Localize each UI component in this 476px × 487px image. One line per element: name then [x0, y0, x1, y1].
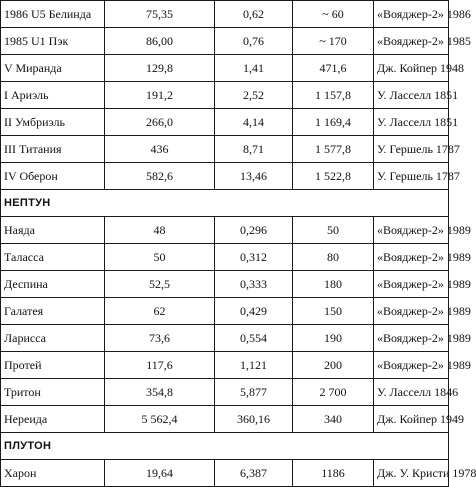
- discovery-info: «Вояджер-2» 1989: [374, 325, 449, 352]
- discovery-info: У. Ласселл 1851: [374, 109, 449, 136]
- discovery-info: «Вояджер-2» 1989: [374, 298, 449, 325]
- table-row: [1, 379, 449, 406]
- orbit-distance: 129,8: [105, 55, 215, 82]
- orbital-period: 2,52: [215, 82, 293, 109]
- table-row: [1, 136, 449, 163]
- moon-size: 1186: [293, 460, 374, 487]
- moon-size: 2 700: [293, 379, 374, 406]
- table-row: [1, 55, 449, 82]
- discovery-info: «Вояджер-2» 1989: [374, 352, 449, 379]
- orbit-distance: 48: [105, 217, 215, 244]
- table-row: [1, 28, 449, 55]
- moon-name: Таласса: [1, 244, 105, 271]
- moon-size: 80: [293, 244, 374, 271]
- discovery-info: У. Гершель 1787: [374, 136, 449, 163]
- orbit-distance: 50: [105, 244, 215, 271]
- discovery-info: «Вояджер-2» 1989: [374, 244, 449, 271]
- moon-size: ~ 60: [293, 1, 374, 28]
- satellites-table-body: [1, 1, 476, 487]
- moon-name: I Ариэль: [1, 82, 105, 109]
- orbit-distance: 354,8: [105, 379, 215, 406]
- orbit-distance: 86,00: [105, 28, 215, 55]
- moon-size: 50: [293, 217, 374, 244]
- orbital-period: 0,429: [215, 298, 293, 325]
- table-row: [1, 217, 449, 244]
- table-row: [1, 298, 449, 325]
- orbit-distance: 73,6: [105, 325, 215, 352]
- moon-size: 1 577,8: [293, 136, 374, 163]
- moon-size: 1 522,8: [293, 163, 374, 190]
- table-row: [1, 325, 449, 352]
- orbit-distance: 75,35: [105, 1, 215, 28]
- orbital-period: 0,312: [215, 244, 293, 271]
- section-heading-pluto: ПЛУТОН: [1, 433, 449, 460]
- discovery-info: У. Гершель 1787: [374, 163, 449, 190]
- orbital-period: 0,296: [215, 217, 293, 244]
- moon-name: Тритон: [1, 379, 105, 406]
- moon-name: V Миранда: [1, 55, 105, 82]
- moon-name: Галатея: [1, 298, 105, 325]
- orbital-period: 8,71: [215, 136, 293, 163]
- discovery-info: У. Ласселл 1851: [374, 82, 449, 109]
- discovery-info: Дж. Койпер 1948: [374, 55, 449, 82]
- orbit-distance: 5 562,4: [105, 406, 215, 433]
- section-heading-neptune: НЕПТУН: [1, 190, 449, 217]
- orbit-distance: 191,2: [105, 82, 215, 109]
- orbital-period: 0,333: [215, 271, 293, 298]
- orbit-distance: 19,64: [105, 460, 215, 487]
- moon-name: 1985 U1 Пэк: [1, 28, 105, 55]
- moon-name: Ларисса: [1, 325, 105, 352]
- discovery-info: «Вояджер-2» 1989: [374, 217, 449, 244]
- discovery-info: Дж. Койпер 1949: [374, 406, 449, 433]
- table-row: [1, 109, 449, 136]
- section-heading-row: [1, 190, 449, 217]
- moon-size: 180: [293, 271, 374, 298]
- moon-name: Харон: [1, 460, 105, 487]
- moon-name: 1986 U5 Белинда: [1, 1, 105, 28]
- orbital-period: 4,14: [215, 109, 293, 136]
- table-row: [1, 82, 449, 109]
- moon-size: 1 157,8: [293, 82, 374, 109]
- orbital-period: 1,41: [215, 55, 293, 82]
- moon-name: II Умбриэль: [1, 109, 105, 136]
- discovery-info: Дж. У. Кристи 1978: [374, 460, 449, 487]
- moon-name: Наяда: [1, 217, 105, 244]
- orbit-distance: 62: [105, 298, 215, 325]
- orbital-period: 13,46: [215, 163, 293, 190]
- table-row: [1, 163, 449, 190]
- table-row: [1, 1, 449, 28]
- moon-name: Нереида: [1, 406, 105, 433]
- orbit-distance: 117,6: [105, 352, 215, 379]
- discovery-info: У. Ласселл 1846: [374, 379, 449, 406]
- section-heading-row: [1, 433, 449, 460]
- orbital-period: 0,62: [215, 1, 293, 28]
- moon-size: 340: [293, 406, 374, 433]
- moon-size: 150: [293, 298, 374, 325]
- orbit-distance: 52,5: [105, 271, 215, 298]
- moon-size: 471,6: [293, 55, 374, 82]
- discovery-info: «Вояджер-2» 1986: [374, 1, 449, 28]
- orbital-period: 5,877: [215, 379, 293, 406]
- moon-size: 1 169,4: [293, 109, 374, 136]
- table-row: [1, 244, 449, 271]
- orbital-period: 0,76: [215, 28, 293, 55]
- moon-name: Протей: [1, 352, 105, 379]
- orbital-period: 6,387: [215, 460, 293, 487]
- moon-name: IV Оберон: [1, 163, 105, 190]
- moon-name: III Титания: [1, 136, 105, 163]
- table-row: [1, 271, 449, 298]
- table-row: [1, 460, 449, 487]
- discovery-info: «Вояджер-2» 1985: [374, 28, 449, 55]
- moon-name: Деспина: [1, 271, 105, 298]
- orbital-period: 1,121: [215, 352, 293, 379]
- orbit-distance: 436: [105, 136, 215, 163]
- moon-size: 200: [293, 352, 374, 379]
- moon-size: ~ 170: [293, 28, 374, 55]
- orbital-period: 0,554: [215, 325, 293, 352]
- table-row: [1, 406, 449, 433]
- table-row: [1, 352, 449, 379]
- orbit-distance: 266,0: [105, 109, 215, 136]
- discovery-info: «Вояджер-2» 1989: [374, 271, 449, 298]
- moon-size: 190: [293, 325, 374, 352]
- orbit-distance: 582,6: [105, 163, 215, 190]
- orbital-period: 360,16: [215, 406, 293, 433]
